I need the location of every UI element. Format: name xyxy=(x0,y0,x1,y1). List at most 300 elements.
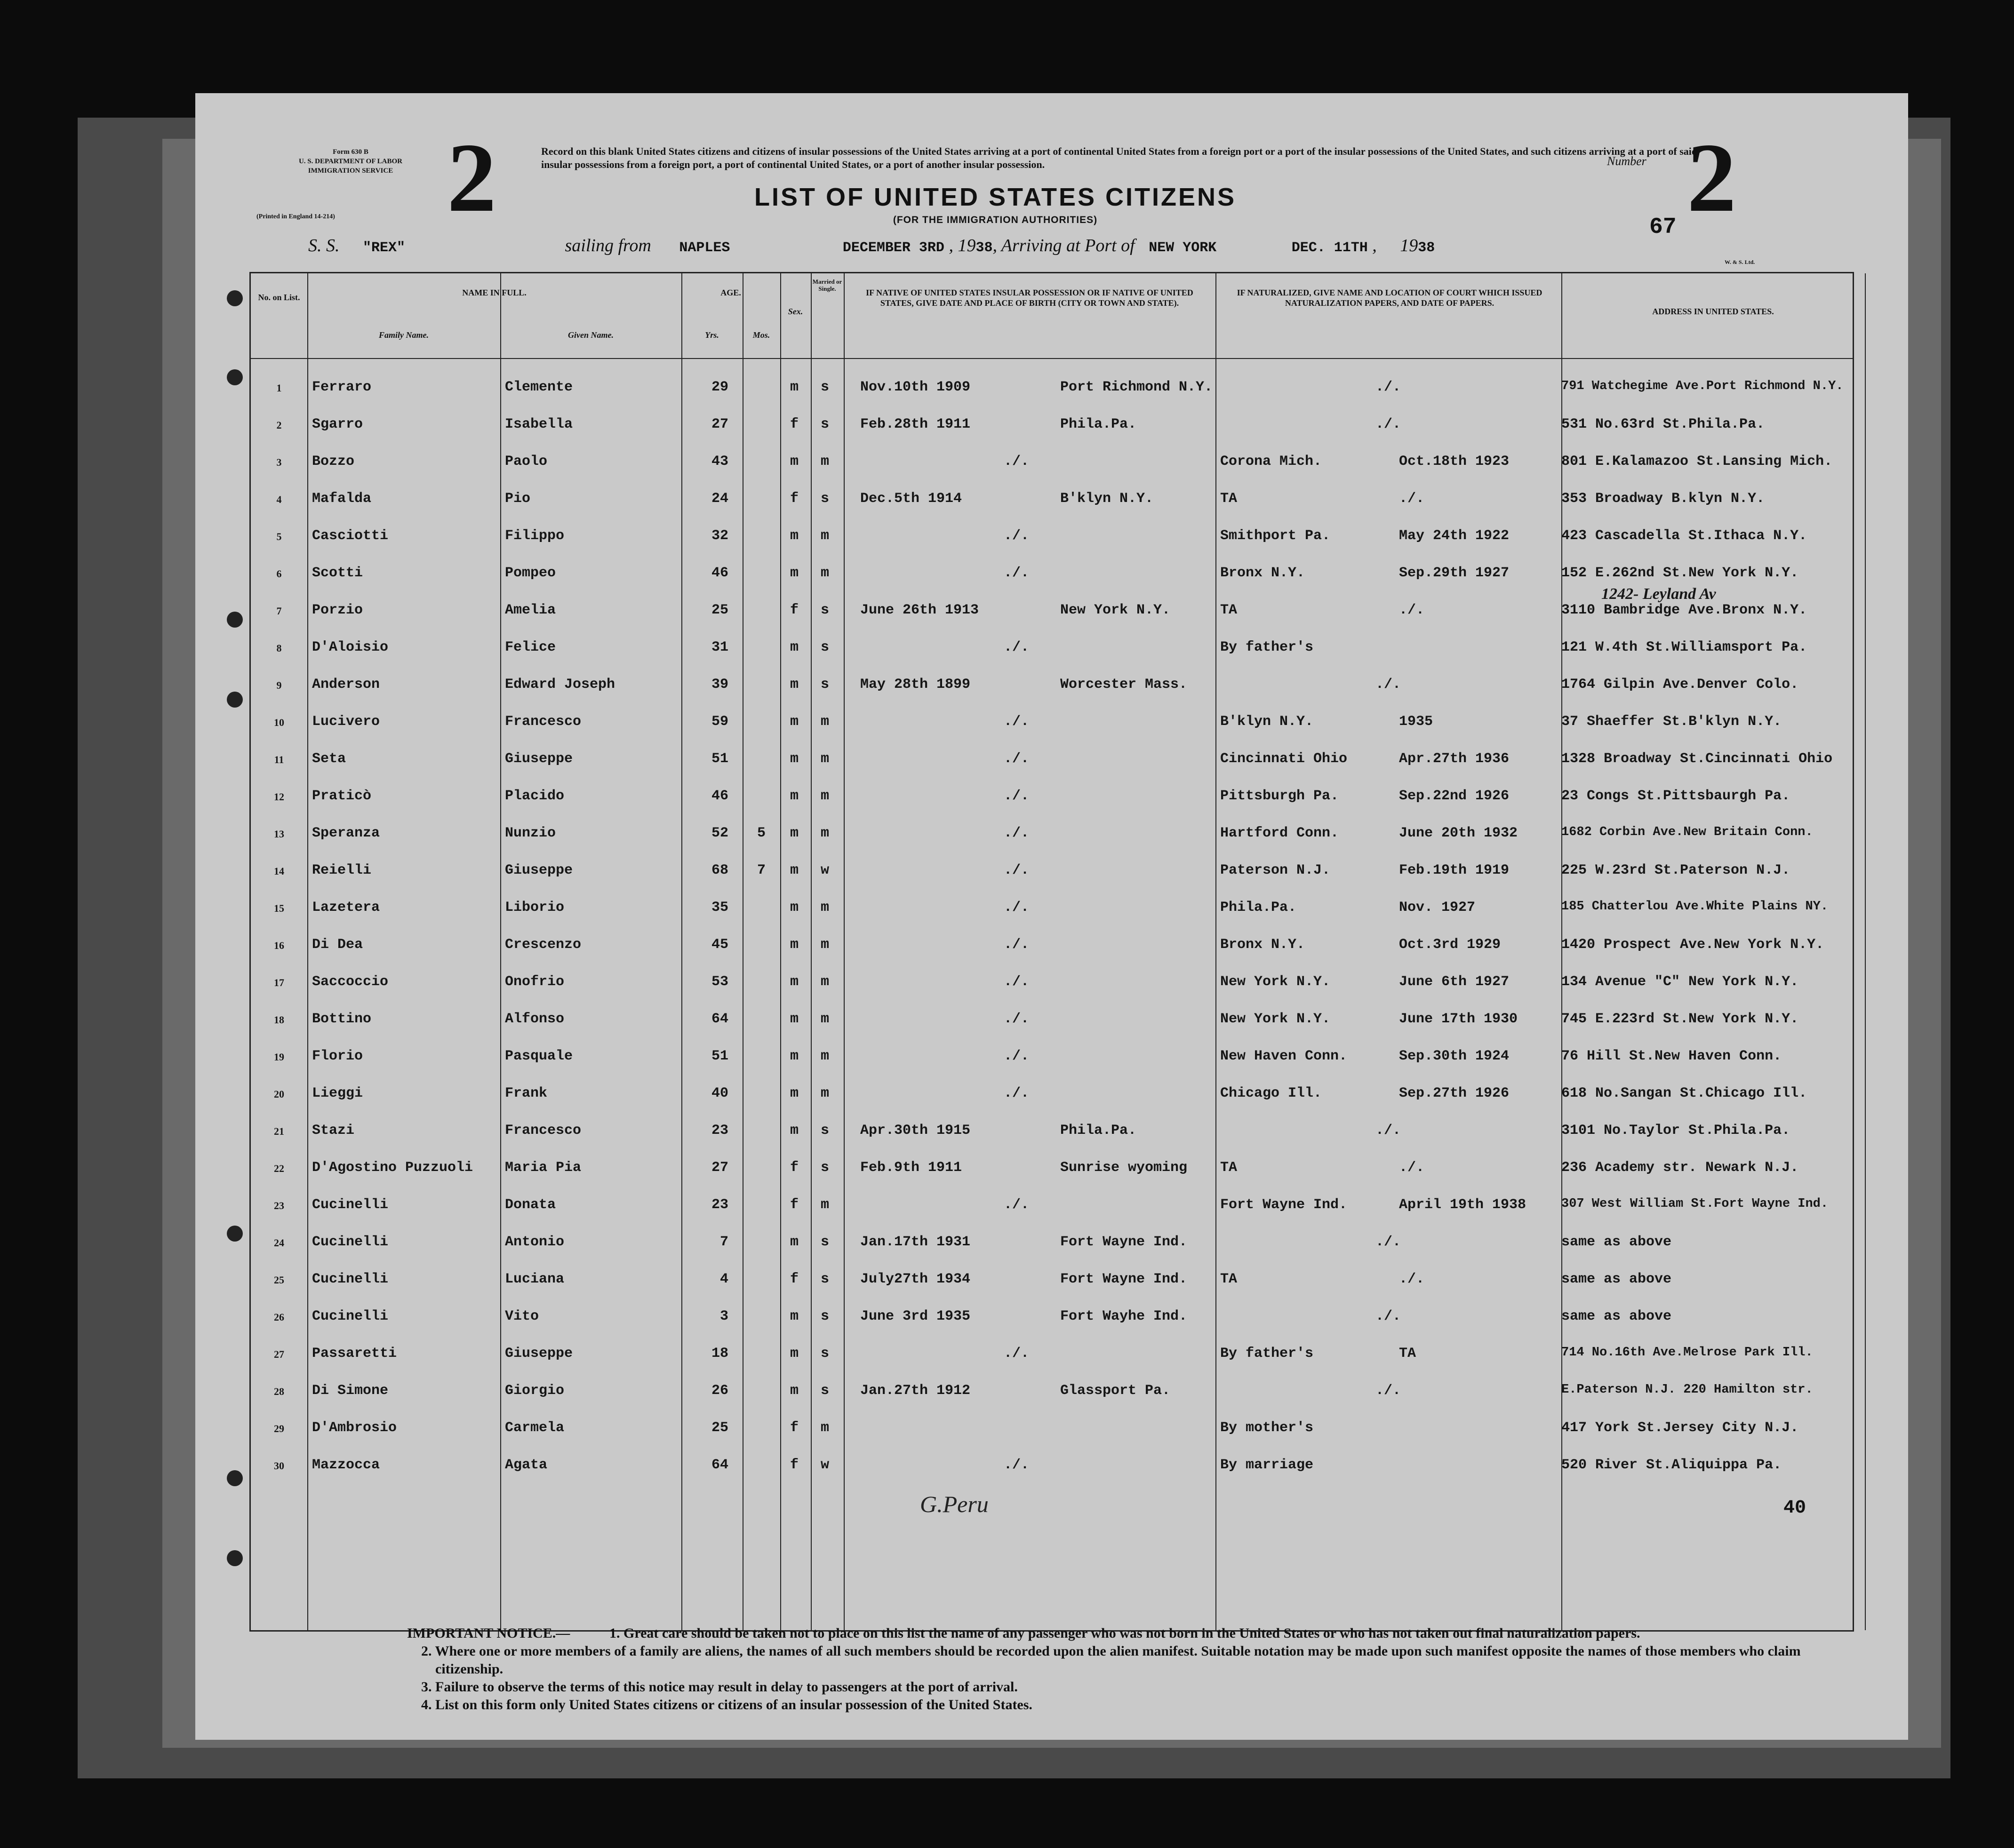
naturalization-date: Sep.29th 1927 xyxy=(1399,565,1510,581)
row-number: 17 xyxy=(274,977,284,988)
sex: m xyxy=(790,1308,799,1324)
us-address: 121 W.4th St.Williamsport Pa. xyxy=(1561,639,1807,655)
us-address: 618 No.Sangan St.Chicago Ill. xyxy=(1561,1085,1807,1101)
given-name: Paolo xyxy=(505,454,548,470)
sex: m xyxy=(790,751,799,767)
family-name: Seta xyxy=(312,751,346,767)
birth-date: ./. xyxy=(1004,714,1030,730)
us-address: same as above xyxy=(1561,1308,1672,1324)
us-address: 152 E.262nd St.New York N.Y. xyxy=(1561,565,1799,581)
table-row xyxy=(251,900,1853,928)
family-name: Mazzocca xyxy=(312,1457,380,1473)
binder-hole xyxy=(227,692,243,708)
sex: m xyxy=(790,1085,799,1101)
given-name: Donata xyxy=(505,1197,556,1213)
given-name: Vito xyxy=(505,1308,539,1324)
sex: m xyxy=(790,1123,799,1139)
header-native: IF NATIVE OF UNITED STATES INSULAR POSSESSION OR IF NATIVE OF UNITED STATES, GIVE DATE AND PLACE OF BIRTH (CITY OR TOWN AND STATE). xyxy=(866,288,1193,308)
notice-item-3: 3. Failure to observe the terms of this notice may result in delay to passengers at the port of arrival. xyxy=(421,1679,1018,1695)
table-row xyxy=(251,937,1853,965)
birth-date: Feb.28th 1911 xyxy=(860,416,971,432)
sex: m xyxy=(790,639,799,655)
printer-mark: W. & S. Ltd. xyxy=(1725,259,1755,265)
naturalization-date: April 19th 1938 xyxy=(1399,1197,1526,1213)
voyage-line: S. S. "REX" sailing from NAPLES DECEMBER 3RD , 1938, Arriving at Port of NEW YORK DEC. 11TH , 1938 xyxy=(308,236,1435,256)
header-sex: Sex. xyxy=(788,307,803,316)
sex: m xyxy=(790,1346,799,1362)
marital-status: s xyxy=(820,416,829,432)
marital-status: s xyxy=(820,1123,829,1139)
row-number: 1 xyxy=(276,382,282,394)
us-address: 3110 Bambridge Ave.Bronx N.Y. xyxy=(1561,602,1807,618)
court-location: TA xyxy=(1220,1160,1238,1176)
table-row xyxy=(251,862,1853,891)
age-months: 5 xyxy=(757,825,766,841)
marital-status: m xyxy=(820,1197,829,1213)
ship-name: "REX" xyxy=(363,240,406,256)
us-address: 1420 Prospect Ave.New York N.Y. xyxy=(1561,937,1824,953)
sex: m xyxy=(790,714,799,730)
sex: m xyxy=(790,900,799,916)
naturalization-date: ./. xyxy=(1375,1234,1401,1250)
birth-date: ./. xyxy=(1004,862,1030,878)
birth-date: ./. xyxy=(1004,788,1030,804)
marital-status: m xyxy=(820,714,829,730)
given-name: Felice xyxy=(505,639,556,655)
family-name: Cucinelli xyxy=(312,1234,389,1250)
marital-status: s xyxy=(820,1383,829,1399)
header-yrs: Yrs. xyxy=(705,330,719,340)
row-number: 6 xyxy=(276,568,282,580)
page-subtitle: (FOR THE IMMIGRATION AUTHORITIES) xyxy=(893,215,1098,225)
age-years: 4 xyxy=(719,1271,728,1287)
table-row xyxy=(251,1085,1853,1114)
us-address: 1764 Gilpin Ave.Denver Colo. xyxy=(1561,677,1799,693)
given-name: Carmela xyxy=(505,1420,565,1436)
birth-date: ./. xyxy=(1004,937,1030,953)
us-address: 37 Shaeffer St.B'klyn N.Y. xyxy=(1561,714,1782,730)
birth-place: Port Richmond N.Y. xyxy=(1060,379,1213,395)
us-address: 423 Cascadella St.Ithaca N.Y. xyxy=(1561,528,1807,544)
age-years: 31 xyxy=(711,639,728,655)
arrival-year-prefix: 19 xyxy=(1400,236,1418,255)
department: U. S. DEPARTMENT OF LABOR xyxy=(298,158,403,165)
us-address: 225 W.23rd St.Paterson N.J. xyxy=(1561,862,1790,878)
court-location: Fort Wayne Ind. xyxy=(1220,1197,1348,1213)
row-number: 30 xyxy=(274,1460,284,1472)
marital-status: s xyxy=(820,1308,829,1324)
naturalization-date: Feb.19th 1919 xyxy=(1399,862,1510,878)
us-address: 185 Chatterlou Ave.White Plains NY. xyxy=(1561,900,1829,914)
us-address: 801 E.Kalamazoo St.Lansing Mich. xyxy=(1561,454,1833,470)
family-name: Bottino xyxy=(312,1011,372,1027)
header-no: No. on List. xyxy=(258,293,300,302)
binder-hole xyxy=(227,1550,243,1566)
sex: m xyxy=(790,974,799,990)
sex: f xyxy=(790,1197,799,1213)
given-name: Clemente xyxy=(505,379,573,395)
given-name: Placido xyxy=(505,788,565,804)
birth-place: Fort Wayhe Ind. xyxy=(1060,1308,1188,1324)
us-address: 76 Hill St.New Haven Conn. xyxy=(1561,1048,1782,1064)
court-location: Chicago Ill. xyxy=(1220,1085,1322,1101)
footer-count: 40 xyxy=(1783,1498,1806,1519)
header-naturalized: IF NATURALIZED, GIVE NAME AND LOCATION OF COURT WHICH ISSUED NATURALIZATION PAPERS, AND DATE OF PAPERS. xyxy=(1237,288,1542,308)
family-name: Bozzo xyxy=(312,454,355,470)
family-name: Passaretti xyxy=(312,1346,397,1362)
age-years: 3 xyxy=(719,1308,728,1324)
marital-status: m xyxy=(820,974,829,990)
us-address: 531 No.63rd St.Phila.Pa. xyxy=(1561,416,1765,432)
us-address: 353 Broadway B.klyn N.Y. xyxy=(1561,491,1765,507)
birth-place: Phila.Pa. xyxy=(1060,1123,1137,1139)
table-row xyxy=(251,585,1853,630)
row-number: 22 xyxy=(274,1163,284,1174)
header-name: NAME IN FULL. xyxy=(462,288,527,297)
header-family: Family Name. xyxy=(379,330,429,340)
age-years: 26 xyxy=(711,1383,728,1399)
table-row xyxy=(251,1346,1853,1374)
table-row xyxy=(251,1011,1853,1039)
sex: m xyxy=(790,1048,799,1064)
court-location: Corona Mich. xyxy=(1220,454,1322,470)
arrival-date: DEC. 11TH xyxy=(1291,240,1368,256)
marital-status: m xyxy=(820,1011,829,1027)
marital-status: m xyxy=(820,937,829,953)
sex: m xyxy=(790,454,799,470)
age-years: 46 xyxy=(711,788,728,804)
notice-heading: IMPORTANT NOTICE.— xyxy=(407,1625,570,1641)
family-name: Stazi xyxy=(312,1123,355,1139)
court-location: New York N.Y. xyxy=(1220,1011,1331,1027)
given-name: Nunzio xyxy=(505,825,556,841)
arrival-year-suffix: 38 xyxy=(1418,240,1435,256)
row-number: 10 xyxy=(274,717,284,728)
handwritten-note: 1242- Leyland Av xyxy=(1601,585,1716,603)
sex: m xyxy=(790,1011,799,1027)
birth-place: Glassport Pa. xyxy=(1060,1383,1171,1399)
table-row xyxy=(251,454,1853,482)
family-name: Casciotti xyxy=(312,528,389,544)
us-address: 3101 No.Taylor St.Phila.Pa. xyxy=(1561,1123,1790,1139)
row-number: 20 xyxy=(274,1088,284,1100)
given-name: Crescenzo xyxy=(505,937,582,953)
marital-status: m xyxy=(820,788,829,804)
family-name: D'Ambrosio xyxy=(312,1420,397,1436)
naturalization-date: Apr.27th 1936 xyxy=(1399,751,1510,767)
family-name: Saccoccio xyxy=(312,974,389,990)
departure-date: DECEMBER 3RD xyxy=(842,240,944,256)
us-address: same as above xyxy=(1561,1271,1672,1287)
row-number: 4 xyxy=(276,494,282,505)
court-location: Hartford Conn. xyxy=(1220,825,1339,841)
sex: m xyxy=(790,565,799,581)
table-row xyxy=(251,1457,1853,1485)
sex: f xyxy=(790,1420,799,1436)
birth-date: ./. xyxy=(1004,639,1030,655)
birth-date: ./. xyxy=(1004,565,1030,581)
naturalization-date: Sep.30th 1924 xyxy=(1399,1048,1510,1064)
row-number: 27 xyxy=(274,1348,284,1360)
naturalization-date: June 6th 1927 xyxy=(1399,974,1510,990)
given-name: Pio xyxy=(505,491,531,507)
age-years: 18 xyxy=(711,1346,728,1362)
given-name: Isabella xyxy=(505,416,573,432)
given-name: Giorgio xyxy=(505,1383,565,1399)
us-address: 23 Congs St.Pittsbaurgh Pa. xyxy=(1561,788,1790,804)
form-number: Form 630 B xyxy=(333,148,368,156)
notice-item-4: 4. List on this form only United States citizens or citizens of an insular possession of the United States. xyxy=(421,1697,1032,1713)
age-years: 64 xyxy=(711,1457,728,1473)
birth-date: June 3rd 1935 xyxy=(860,1308,971,1324)
birth-place: Sunrise wyoming xyxy=(1060,1160,1188,1176)
naturalization-date: 1935 xyxy=(1399,714,1433,730)
marital-status: s xyxy=(820,602,829,618)
row-number: 23 xyxy=(274,1200,284,1211)
family-name: Cucinelli xyxy=(312,1308,389,1324)
birth-date: ./. xyxy=(1004,974,1030,990)
sex: f xyxy=(790,416,799,432)
birth-date: May 28th 1899 xyxy=(860,677,971,693)
form-id-block xyxy=(261,147,440,175)
row-number: 18 xyxy=(274,1014,284,1026)
marital-status: m xyxy=(820,454,829,470)
service: IMMIGRATION SERVICE xyxy=(308,167,393,175)
notice-item-1: 1. Great care should be taken not to place on this list the name of any passenger who was not born in the United States or who has not taken out final naturalization papers. xyxy=(609,1625,1640,1641)
family-name: Cucinelli xyxy=(312,1197,389,1213)
age-years: 43 xyxy=(711,454,728,470)
marital-status: m xyxy=(820,825,829,841)
sex: m xyxy=(790,677,799,693)
marital-status: m xyxy=(820,1085,829,1101)
court-location: Phila.Pa. xyxy=(1220,900,1297,916)
naturalization-date: Oct.18th 1923 xyxy=(1399,454,1510,470)
court-location: TA xyxy=(1220,1271,1238,1287)
naturalization-date: Sep.27th 1926 xyxy=(1399,1085,1510,1101)
row-number: 26 xyxy=(274,1311,284,1323)
sex: m xyxy=(790,862,799,878)
naturalization-date: May 24th 1922 xyxy=(1399,528,1510,544)
birth-date: ./. xyxy=(1004,1346,1030,1362)
given-name: Maria Pia xyxy=(505,1160,582,1176)
table-row xyxy=(251,1420,1853,1448)
us-address: 520 River St.Aliquippa Pa. xyxy=(1561,1457,1782,1473)
table-row xyxy=(251,788,1853,816)
naturalization-date: ./. xyxy=(1375,1123,1401,1139)
row-number: 16 xyxy=(274,940,284,951)
marital-status: m xyxy=(820,1420,829,1436)
row-number: 15 xyxy=(274,902,284,914)
birth-date: ./. xyxy=(1004,1085,1030,1101)
age-years: 7 xyxy=(719,1234,728,1250)
us-address: 307 West William St.Fort Wayne Ind. xyxy=(1561,1197,1829,1211)
table-row xyxy=(251,1308,1853,1337)
age-years: 23 xyxy=(711,1197,728,1213)
row-number: 12 xyxy=(274,791,284,803)
naturalization-date: ./. xyxy=(1375,416,1401,432)
marital-status: m xyxy=(820,900,829,916)
header-mos: Mos. xyxy=(752,330,770,340)
marital-status: m xyxy=(820,751,829,767)
birth-place: New York N.Y. xyxy=(1060,602,1171,618)
court-location: Cincinnati Ohio xyxy=(1220,751,1348,767)
naturalization-date: ./. xyxy=(1375,1383,1401,1399)
age-years: 24 xyxy=(711,491,728,507)
binder-hole xyxy=(227,369,243,385)
given-name: Edward Joseph xyxy=(505,677,615,693)
row-number: 24 xyxy=(274,1237,284,1249)
marital-status: w xyxy=(820,1457,829,1473)
us-address: 134 Avenue "C" New York N.Y. xyxy=(1561,974,1799,990)
birth-date: ./. xyxy=(1004,900,1030,916)
court-location: By father's xyxy=(1220,1346,1314,1362)
table-row xyxy=(251,639,1853,668)
sex: m xyxy=(790,788,799,804)
age-years: 53 xyxy=(711,974,728,990)
notice-item-2: 2. Where one or more members of a family are aliens, the names of all such members should be recorded upon the alien manifest. Suitable notation may be made upon such manifest opposite the names of those members who claim citizenship. xyxy=(421,1643,1801,1677)
table-row xyxy=(251,1160,1853,1188)
binder-hole xyxy=(227,1226,243,1242)
family-name: D'Agostino Puzzuoli xyxy=(312,1160,473,1176)
us-address: 236 Academy str. Newark N.J. xyxy=(1561,1160,1799,1176)
given-name: Onofrio xyxy=(505,974,565,990)
table-row xyxy=(251,825,1853,853)
page-number: 67 xyxy=(1649,215,1677,240)
court-location: Bronx N.Y. xyxy=(1220,565,1305,581)
header-given: Given Name. xyxy=(568,330,614,340)
birth-date: ./. xyxy=(1004,528,1030,544)
family-name: Reielli xyxy=(312,862,372,878)
number-label: Number xyxy=(1607,154,1646,168)
family-name: Speranza xyxy=(312,825,380,841)
marital-status: m xyxy=(820,1048,829,1064)
birth-place: Fort Wayne Ind. xyxy=(1060,1234,1188,1250)
year-prefix: 19 xyxy=(958,236,976,255)
marital-status: s xyxy=(820,1346,829,1362)
row-number: 13 xyxy=(274,828,284,840)
birth-date: Jan.17th 1931 xyxy=(860,1234,971,1250)
family-name: D'Aloisio xyxy=(312,639,389,655)
given-name: Pompeo xyxy=(505,565,556,581)
naturalization-date: ./. xyxy=(1399,1271,1425,1287)
birth-date: ./. xyxy=(1004,751,1030,767)
port-from: NAPLES xyxy=(679,240,730,256)
family-name: Anderson xyxy=(312,677,380,693)
birth-date: ./. xyxy=(1004,1197,1030,1213)
us-address: same as above xyxy=(1561,1234,1672,1250)
table-row xyxy=(251,416,1853,445)
port-to: NEW YORK xyxy=(1149,240,1217,256)
age-years: 52 xyxy=(711,825,728,841)
court-location: New York N.Y. xyxy=(1220,974,1331,990)
row-number: 25 xyxy=(274,1274,284,1286)
age-years: 68 xyxy=(711,862,728,878)
court-location: Bronx N.Y. xyxy=(1220,937,1305,953)
marital-status: s xyxy=(820,1234,829,1250)
birth-date: ./. xyxy=(1004,1457,1030,1473)
family-name: Lieggi xyxy=(312,1085,363,1101)
family-name: Cucinelli xyxy=(312,1271,389,1287)
sex: f xyxy=(790,491,799,507)
marital-status: w xyxy=(820,862,829,878)
age-years: 23 xyxy=(711,1123,728,1139)
ss-label: S. S. xyxy=(308,236,340,255)
row-number: 14 xyxy=(274,865,284,877)
sex: f xyxy=(790,1457,799,1473)
family-name: Scotti xyxy=(312,565,363,581)
header-address: ADDRESS IN UNITED STATES. xyxy=(1652,307,1774,316)
printed-note: (Printed in England 14-214) xyxy=(256,213,335,220)
table-row xyxy=(251,974,1853,1002)
family-name: Sgarro xyxy=(312,416,363,432)
age-years: 51 xyxy=(711,751,728,767)
marital-status: s xyxy=(820,491,829,507)
court-location: New Haven Conn. xyxy=(1220,1048,1348,1064)
marital-status: s xyxy=(820,1160,829,1176)
header-married: Married or Single. xyxy=(812,278,842,292)
row-number: 21 xyxy=(274,1125,284,1137)
court-location: Pittsburgh Pa. xyxy=(1220,788,1339,804)
row-number: 3 xyxy=(276,456,282,468)
given-name: Luciana xyxy=(505,1271,565,1287)
age-years: 45 xyxy=(711,937,728,953)
row-number: 7 xyxy=(276,605,282,617)
table-row xyxy=(251,491,1853,519)
marital-status: s xyxy=(820,379,829,395)
birth-date: Apr.30th 1915 xyxy=(860,1123,971,1139)
court-location: By father's xyxy=(1220,639,1314,655)
birth-date: ./. xyxy=(1004,825,1030,841)
naturalization-date: Oct.3rd 1929 xyxy=(1399,937,1501,953)
us-address: 1328 Broadway St.Cincinnati Ohio xyxy=(1561,751,1833,767)
given-name: Amelia xyxy=(505,602,556,618)
birth-place: Phila.Pa. xyxy=(1060,416,1137,432)
us-address: 791 Watchegime Ave.Port Richmond N.Y. xyxy=(1561,379,1844,393)
form-instructions: Record on this blank United States citizens and citizens of insular possessions of the United States arriving at a port of continental United States from a foreign port or a port of the insular possessions of the United States, and such citizens arriving at a port of said insular possessions from a foreign port, a port of continental United States, or a port of another insular possession. xyxy=(541,145,1698,170)
given-name: Francesco xyxy=(505,714,582,730)
sex: m xyxy=(790,379,799,395)
naturalization-date: ./. xyxy=(1399,491,1425,507)
court-location: Smithport Pa. xyxy=(1220,528,1331,544)
given-name: Liborio xyxy=(505,900,565,916)
family-name: Florio xyxy=(312,1048,363,1064)
family-name: Porzio xyxy=(312,602,363,618)
naturalization-date: ./. xyxy=(1399,1160,1425,1176)
us-address: E.Paterson N.J. 220 Hamilton str. xyxy=(1561,1383,1813,1397)
age-years: 25 xyxy=(711,1420,728,1436)
year-suffix: 38 xyxy=(975,240,993,256)
row-number: 5 xyxy=(276,531,282,542)
row-number: 8 xyxy=(276,642,282,654)
table-row xyxy=(251,1234,1853,1262)
naturalization-date: ./. xyxy=(1375,379,1401,395)
arriving-label: Arriving at Port of xyxy=(1001,236,1135,255)
naturalization-date: Sep.22nd 1926 xyxy=(1399,788,1510,804)
table-row xyxy=(251,528,1853,556)
table-row xyxy=(251,1383,1853,1411)
birth-date: Nov.10th 1909 xyxy=(860,379,971,395)
naturalization-date: June 20th 1932 xyxy=(1399,825,1518,841)
row-number: 11 xyxy=(274,754,284,765)
naturalization-date: ./. xyxy=(1399,602,1425,618)
table-row xyxy=(251,751,1853,779)
sheet-number-right: 2 xyxy=(1687,123,1736,232)
table-row xyxy=(251,714,1853,742)
family-name: Di Dea xyxy=(312,937,363,953)
page-title: LIST OF UNITED STATES CITIZENS xyxy=(754,183,1236,211)
sheet-number-left: 2 xyxy=(447,123,496,232)
sex: m xyxy=(790,1234,799,1250)
